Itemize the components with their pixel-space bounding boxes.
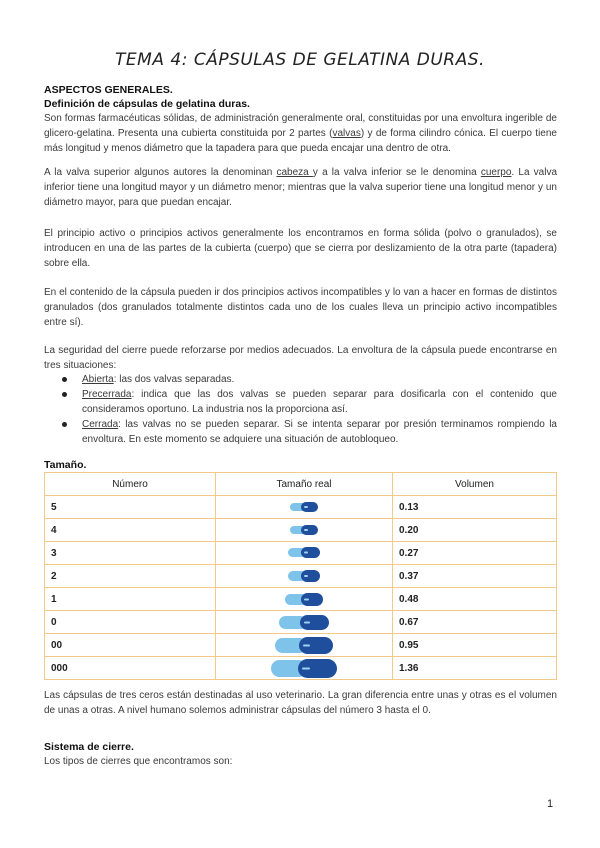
capsule-number: 000 xyxy=(45,657,216,680)
capsule-icon xyxy=(275,637,333,654)
capsule-icon xyxy=(290,502,318,512)
capsule-volume: 0.20 xyxy=(393,519,557,542)
table-row xyxy=(45,496,557,519)
paragraph-definition xyxy=(44,111,557,156)
capsule-number: 1 xyxy=(45,588,216,611)
column-header-volume: Volumen xyxy=(393,473,557,496)
list-text: : las dos valvas separadas. xyxy=(113,374,235,385)
capsule-size-cell xyxy=(216,496,393,519)
paragraph-principio-activo: El principio activo o principios activos generalmente los encontramos en forma sólida (polvo o granulados), se introducen en una de las partes de la cubierta (cuerpo) que se cierra por deslizamiento de la otra parte (tapadera) sobre ella. xyxy=(44,228,557,269)
paragraph-size-note: Las cápsulas de tres ceros están destinadas al uso veterinario. La gran diferencia entre unas y otras es el volumen de unas a otras. A nivel humano solemos administrar cápsulas del número 3 hasta el 0. xyxy=(44,690,557,716)
underlined-term: cabeza xyxy=(276,167,313,178)
capsule-number: 00 xyxy=(45,634,216,657)
list-text: : indica que las dos valvas se pueden separar para dosificarla con el contenido que consideramos oportuno. La industria nos la proporciona así. xyxy=(82,389,557,415)
text: ) y de forma cilindro cónica. El cuerpo tiene más longitud y menos diámetro que la tapadera para que pueda encajar una dentro de otra. xyxy=(44,128,557,154)
table-row xyxy=(45,634,557,657)
capsule-icon xyxy=(290,525,318,535)
underlined-term: cuerpo xyxy=(480,167,512,178)
table-row xyxy=(45,542,557,565)
capsule-icon xyxy=(288,570,320,582)
list-term: Abierta xyxy=(82,374,114,385)
closure-states-list xyxy=(44,372,557,447)
capsule-size-cell xyxy=(216,565,393,588)
size-table xyxy=(44,472,557,680)
capsule-number: 3 xyxy=(45,542,216,565)
table-row xyxy=(45,588,557,611)
capsule-size-cell xyxy=(216,634,393,657)
underlined-term: valvas xyxy=(332,128,361,139)
list-term: Precerrada xyxy=(82,389,132,400)
table-row xyxy=(45,565,557,588)
capsule-volume: 1.36 xyxy=(393,657,557,680)
section-heading: ASPECTOS GENERALES. xyxy=(44,84,173,96)
size-heading: Tamaño. xyxy=(44,459,87,471)
capsule-size-cell xyxy=(216,611,393,634)
capsule-icon xyxy=(271,659,337,678)
subsection-heading: Definición de cápsulas de gelatina duras. xyxy=(44,98,250,110)
capsule-size-cell xyxy=(216,588,393,611)
text: Son formas farmacéuticas sólidas, de administración generalmente oral, constituidas por una envoltura ingerible de glicero-gelatina. Presenta una cubierta constituida por 2 partes ( xyxy=(44,113,557,139)
bullet-icon xyxy=(62,422,67,427)
list-item xyxy=(44,387,557,417)
text: A la valva superior algunos autores la denominan xyxy=(44,167,277,178)
bullet-icon xyxy=(62,377,67,382)
capsule-volume: 0.48 xyxy=(393,588,557,611)
table-header-row xyxy=(45,473,557,496)
capsule-volume: 0.13 xyxy=(393,496,557,519)
paragraph-contenido: En el contenido de la cápsula pueden ir dos principios activos incompatibles y lo van a hacer en formas de distintos granulados (dos granulados totalmente distintos cada uno de los cuales lleva un principio activo incompatibles entre sí). xyxy=(44,287,557,328)
capsule-number: 0 xyxy=(45,611,216,634)
column-header-real-size: Tamaño real xyxy=(216,473,393,496)
list-item xyxy=(44,417,557,447)
paragraph-seguridad: La seguridad del cierre puede reforzarse por medios adecuados. La envoltura de la cápsula puede encontrarse en tres situaciones: xyxy=(44,345,557,371)
capsule-volume: 0.95 xyxy=(393,634,557,657)
capsule-number: 4 xyxy=(45,519,216,542)
table-row xyxy=(45,611,557,634)
capsule-number: 2 xyxy=(45,565,216,588)
capsule-icon xyxy=(288,547,320,558)
capsule-icon xyxy=(279,615,329,630)
capsule-volume: 0.37 xyxy=(393,565,557,588)
text: . La valva inferior tiene una longitud mayor y un diámetro menor; mientras que la valva superior tiene una longitud menor y un diámetro mayor, para que puedan encajar. xyxy=(44,167,558,208)
capsule-size-cell xyxy=(216,519,393,542)
closure-heading: Sistema de cierre. xyxy=(44,741,134,753)
capsule-icon xyxy=(285,593,323,606)
list-item xyxy=(44,372,557,387)
text: y a la valva inferior se le denomina xyxy=(312,167,481,178)
paragraph-valvas xyxy=(44,165,557,210)
list-text: : las valvas no se pueden separar. Si se intenta separar por presión terminamos rompiendo la envoltura. En este momento se adquiere una situación de autobloqueo. xyxy=(82,419,557,445)
bullet-icon xyxy=(62,392,67,397)
table-row xyxy=(45,657,557,680)
capsule-volume: 0.67 xyxy=(393,611,557,634)
capsule-size-cell xyxy=(216,542,393,565)
list-term: Cerrada xyxy=(82,419,119,430)
page-title: TEMA 4: CÁPSULAS DE GELATINA DURAS. xyxy=(115,50,485,70)
capsule-number: 5 xyxy=(45,496,216,519)
paragraph-closure: Los tipos de cierres que encontramos son: xyxy=(44,756,233,767)
capsule-size-cell xyxy=(216,657,393,680)
page-number: 1 xyxy=(547,798,554,810)
capsule-volume: 0.27 xyxy=(393,542,557,565)
column-header-number: Número xyxy=(45,473,216,496)
table-row xyxy=(45,519,557,542)
